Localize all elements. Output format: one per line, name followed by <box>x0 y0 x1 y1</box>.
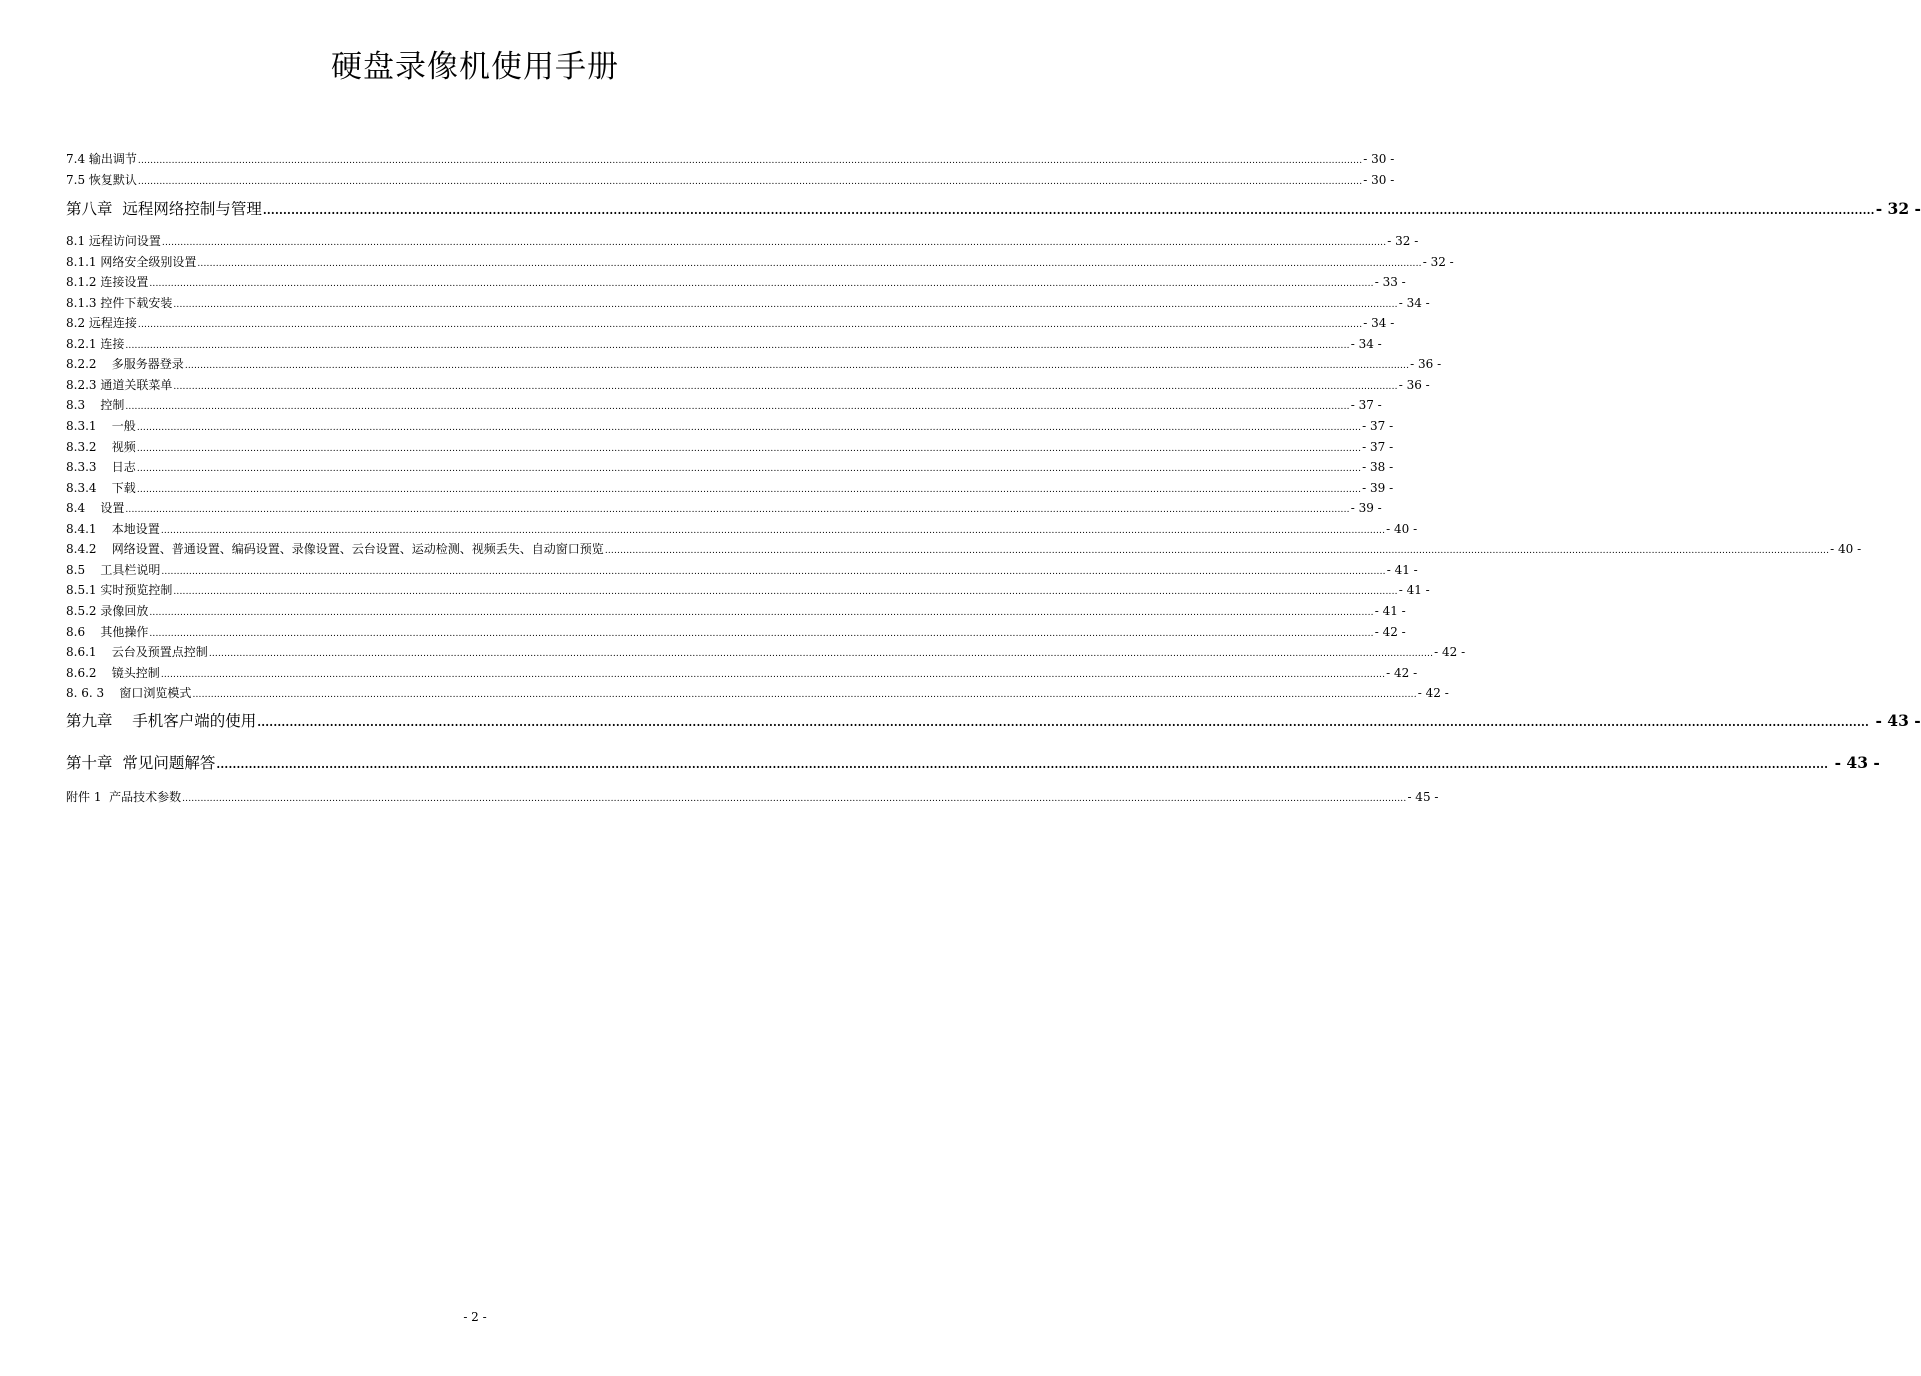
toc-entry[interactable] <box>66 521 1418 537</box>
toc-entry-label: 附件 1 产品技术参数 <box>66 790 182 804</box>
toc-entry[interactable] <box>66 500 1382 516</box>
toc-dot-leader: ................................................................................................................................................................................................................................................................................................................................................................................................................ <box>173 587 1398 597</box>
toc-entry-label: 云台及预置点控制 <box>111 645 208 659</box>
toc-entry[interactable] <box>66 233 1419 249</box>
toc-entry-page: - 43 - <box>1829 753 1880 772</box>
toc-entry[interactable] <box>66 603 1406 619</box>
toc-entry-number: 8.1.1 <box>66 255 101 269</box>
toc-dot-leader: ................................................................................................................................................................................................................................................................................................................................................................................................................ <box>160 526 1386 536</box>
toc-entry-number: 7.5 <box>66 173 89 187</box>
toc-entry-page: - 34 - <box>1350 337 1382 351</box>
toc-entry-page: - 34 - <box>1398 296 1430 310</box>
toc-entry[interactable] <box>66 439 1394 455</box>
toc-entry[interactable] <box>66 685 1449 701</box>
toc-dot-leader: ................................................................................................................................................................................................................................................................................................................................................................................................................ <box>136 485 1362 495</box>
toc-entry-page: - 39 - <box>1362 481 1394 495</box>
toc-dot-leader: ................................................................................................................................................................................................................................................................................................................................................................................................................ <box>184 361 1410 371</box>
toc-entry-label: 日志 <box>111 460 136 474</box>
toc-dot-leader: ................................................................................................................................................................................................................................................................................................................................................................................................................ <box>192 690 1417 700</box>
toc-dot-leader: ................................................................................................................................................................................................................................................................................................................................................................................................................ <box>125 402 1350 412</box>
toc-entry-number: 8.3.3 <box>66 460 112 474</box>
toc-entry-number: 8.2.2 <box>66 357 112 371</box>
toc-chapter-entry[interactable] <box>66 752 1880 774</box>
toc-entry-page: - 42 - <box>1417 686 1449 700</box>
toc-dot-leader: ................................................................................................................................................................................................................................................................................................................................................................................................................ <box>136 464 1362 474</box>
toc-entry-label: 实时预览控制 <box>100 583 173 597</box>
toc-entry-label: 网络设置、普通设置、编码设置、录像设置、云台设置、运动检测、视频丢失、自动窗口预览 <box>111 542 604 556</box>
toc-entry-page: - 36 - <box>1410 357 1442 371</box>
toc-entry-number: 8.3.4 <box>66 481 112 495</box>
toc-dot-leader: ................................................................................................................................................................................................................................................................................................................................................................................................................ <box>149 629 1374 639</box>
toc-dot-leader: ................................................................................................................................................................................................................................................................................................................................................................................................................ <box>149 279 1374 289</box>
toc-dot-leader: ................................................................................................................................................................................................................................................................................................................................................................................................................ <box>262 204 1875 217</box>
toc-dot-leader: ................................................................................................................................................................................................................................................................................................................................................................................................................ <box>257 716 1870 729</box>
toc-entry-label: 远程访问设置 <box>88 234 161 248</box>
toc-entry-page: - 33 - <box>1374 275 1406 289</box>
toc-entry-label: 视频 <box>111 440 136 454</box>
toc-entry-page: - 42 - <box>1434 645 1466 659</box>
toc-dot-leader: ................................................................................................................................................................................................................................................................................................................................................................................................................ <box>197 259 1422 269</box>
toc-dot-leader: ................................................................................................................................................................................................................................................................................................................................................................................................................ <box>125 341 1350 351</box>
toc-entry-number: 8.2.3 <box>66 378 101 392</box>
toc-entry-page: - 37 - <box>1362 419 1394 433</box>
toc-entry-label: 第八章 远程网络控制与管理 <box>66 200 262 218</box>
toc-entry-label: 一般 <box>111 419 136 433</box>
toc-entry-label: 控制 <box>100 398 125 412</box>
toc-entry[interactable] <box>66 789 1439 805</box>
toc-entry[interactable] <box>66 295 1430 311</box>
toc-entry[interactable] <box>66 254 1454 270</box>
toc-entry-number: 8.1 <box>66 234 89 248</box>
toc-dot-leader: ................................................................................................................................................................................................................................................................................................................................................................................................................ <box>137 320 1363 330</box>
toc-entry-page: - 43 - <box>1870 711 1921 730</box>
toc-dot-leader: ................................................................................................................................................................................................................................................................................................................................................................................................................ <box>182 794 1407 804</box>
toc-entry-number: 8.3.2 <box>66 440 112 454</box>
toc-entry[interactable] <box>66 315 1395 331</box>
toc-entry-number: 7.4 <box>66 152 89 166</box>
toc-entry-label: 恢复默认 <box>88 173 137 187</box>
toc-entry[interactable] <box>66 377 1430 393</box>
toc-entry-number: 8.2 <box>66 316 89 330</box>
toc-entry[interactable] <box>66 418 1394 434</box>
toc-chapter-entry[interactable] <box>66 710 1921 732</box>
toc-entry-page: - 39 - <box>1350 501 1382 515</box>
toc-entry-page: - 30 - <box>1363 173 1395 187</box>
toc-entry-page: - 41 - <box>1386 563 1418 577</box>
toc-entry-page: - 32 - <box>1387 234 1419 248</box>
toc-dot-leader: ................................................................................................................................................................................................................................................................................................................................................................................................................ <box>136 444 1362 454</box>
toc-dot-leader: ................................................................................................................................................................................................................................................................................................................................................................................................................ <box>173 382 1398 392</box>
toc-entry-page: - 41 - <box>1374 604 1406 618</box>
toc-dot-leader: ................................................................................................................................................................................................................................................................................................................................................................................................................ <box>137 177 1363 187</box>
toc-entry[interactable] <box>66 356 1442 372</box>
toc-entry-number: 8.5.1 <box>66 583 101 597</box>
toc-entry[interactable] <box>66 644 1466 660</box>
toc-entry-label: 镜头控制 <box>111 666 160 680</box>
table-of-contents <box>66 0 1921 1376</box>
toc-entry-label: 多服务器登录 <box>111 357 184 371</box>
toc-entry-label: 通道关联菜单 <box>100 378 173 392</box>
toc-entry-page: - 32 - <box>1875 199 1921 218</box>
toc-entry-number: 8.6.1 <box>66 645 112 659</box>
toc-entry-page: - 42 - <box>1374 625 1406 639</box>
toc-dot-leader: ................................................................................................................................................................................................................................................................................................................................................................................................................ <box>149 608 1374 618</box>
toc-entry[interactable] <box>66 541 1862 557</box>
toc-entry-page: - 38 - <box>1362 460 1394 474</box>
toc-dot-leader: ................................................................................................................................................................................................................................................................................................................................................................................................................ <box>161 238 1387 248</box>
toc-dot-leader: ................................................................................................................................................................................................................................................................................................................................................................................................................ <box>161 567 1386 577</box>
toc-entry-label: 连接设置 <box>100 275 149 289</box>
toc-entry-label: 本地设置 <box>111 522 160 536</box>
toc-entry-label: 连接 <box>100 337 125 351</box>
toc-dot-leader: ................................................................................................................................................................................................................................................................................................................................................................................................................ <box>173 300 1398 310</box>
toc-entry-page: - 36 - <box>1398 378 1430 392</box>
toc-entry[interactable] <box>66 274 1406 290</box>
toc-entry-page: - 41 - <box>1398 583 1430 597</box>
toc-entry[interactable] <box>66 624 1406 640</box>
toc-dot-leader: ................................................................................................................................................................................................................................................................................................................................................................................................................ <box>208 649 1434 659</box>
toc-entry-number: 8.3.1 <box>66 419 112 433</box>
toc-entry-number: 8.4.1 <box>66 522 112 536</box>
toc-dot-leader: ................................................................................................................................................................................................................................................................................................................................................................................................................ <box>136 423 1362 433</box>
toc-entry-number: 8.5 <box>66 563 101 577</box>
toc-dot-leader: ................................................................................................................................................................................................................................................................................................................................................................................................................ <box>125 505 1350 515</box>
toc-entry-page: - 40 - <box>1830 542 1862 556</box>
toc-entry-number: 8.3 <box>66 398 101 412</box>
toc-entry-label: 第十章 常见问题解答 <box>66 754 216 772</box>
toc-entry[interactable] <box>66 665 1418 681</box>
toc-entry-label: 第九章 手机客户端的使用 <box>66 712 257 730</box>
toc-dot-leader: ................................................................................................................................................................................................................................................................................................................................................................................................................ <box>604 546 1830 556</box>
toc-entry-label: 录像回放 <box>100 604 149 618</box>
toc-entry-page: - 37 - <box>1362 440 1394 454</box>
toc-entry-label: 控件下载安装 <box>100 296 173 310</box>
toc-entry-page: - 42 - <box>1386 666 1418 680</box>
toc-entry-number: 8.2.1 <box>66 337 101 351</box>
toc-entry-number: 8.1.2 <box>66 275 101 289</box>
toc-entry-number: 8.5.2 <box>66 604 101 618</box>
toc-entry-label: 远程连接 <box>88 316 137 330</box>
toc-entry-number: 8.4.2 <box>66 542 112 556</box>
toc-entry-label: 窗口浏览模式 <box>119 686 192 700</box>
toc-entry-number: 8.6.2 <box>66 666 112 680</box>
toc-chapter-entry[interactable] <box>66 198 1921 220</box>
toc-entry-number: 8.4 <box>66 501 101 515</box>
toc-entry-number: 8.6 <box>66 625 101 639</box>
toc-entry-number: 8. 6. 3 <box>66 686 120 700</box>
toc-dot-leader: ................................................................................................................................................................................................................................................................................................................................................................................................................ <box>216 758 1829 771</box>
toc-entry-page: - 40 - <box>1386 522 1418 536</box>
toc-dot-leader: ................................................................................................................................................................................................................................................................................................................................................................................................................ <box>160 670 1386 680</box>
toc-entry[interactable] <box>66 151 1395 167</box>
toc-entry[interactable] <box>66 459 1394 475</box>
toc-entry-number: 8.1.3 <box>66 296 101 310</box>
page-number: - 2 - <box>463 1310 487 1324</box>
toc-entry-label: 其他操作 <box>100 625 149 639</box>
toc-entry-label: 工具栏说明 <box>100 563 161 577</box>
toc-entry-label: 设置 <box>100 501 125 515</box>
toc-entry-label: 下载 <box>111 481 136 495</box>
toc-entry[interactable] <box>66 562 1418 578</box>
toc-entry[interactable] <box>66 582 1430 598</box>
toc-entry[interactable] <box>66 397 1382 413</box>
toc-entry[interactable] <box>66 480 1394 496</box>
toc-entry-page: - 32 - <box>1422 255 1454 269</box>
toc-entry-page: - 34 - <box>1363 316 1395 330</box>
toc-entry-page: - 37 - <box>1350 398 1382 412</box>
toc-entry-page: - 30 - <box>1363 152 1395 166</box>
toc-entry-label: 网络安全级别设置 <box>100 255 197 269</box>
toc-entry-page: - 45 - <box>1407 790 1439 804</box>
toc-dot-leader: ................................................................................................................................................................................................................................................................................................................................................................................................................ <box>137 156 1363 166</box>
toc-entry[interactable] <box>66 172 1395 188</box>
toc-entry-label: 输出调节 <box>88 152 137 166</box>
toc-entry[interactable] <box>66 336 1382 352</box>
document-title: 硬盘录像机使用手册 <box>331 49 619 85</box>
